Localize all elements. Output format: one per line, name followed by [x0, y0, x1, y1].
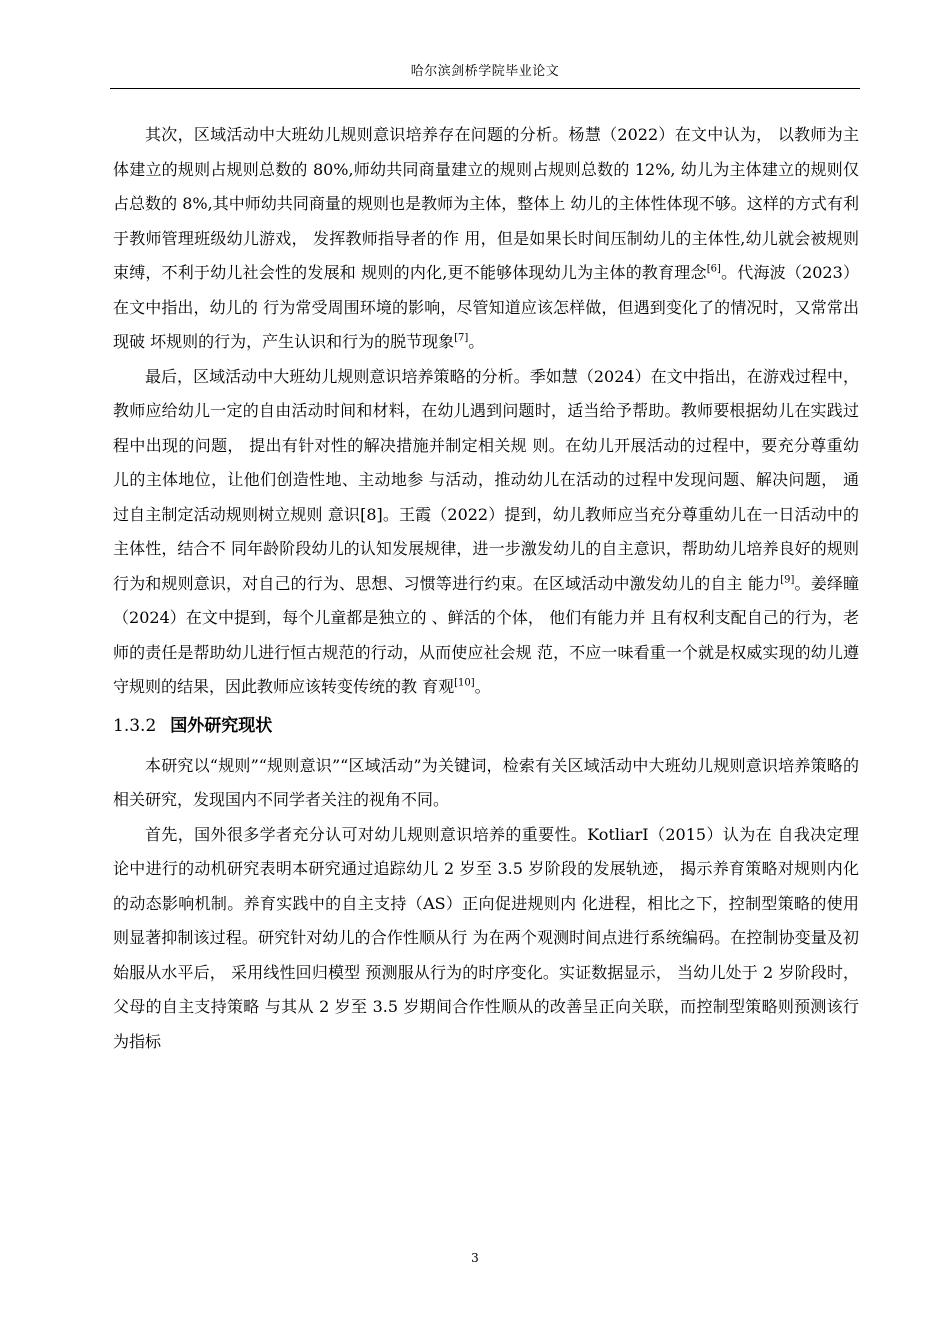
paragraph-problem-analysis [113, 118, 859, 360]
paragraph-text: 。 [474, 677, 491, 696]
body-content [113, 118, 859, 1059]
section-title: 国外研究现状 [170, 715, 273, 736]
citation: [7] [454, 332, 469, 344]
paragraph-text: 。代海波（2023）在文中指出，幼儿的 行为常受周围环境的影响，尽管知道应该怎样做，但遇到变化了的情况时，又常常出现破 坏规则的行为，产生认识和行为的脱节现象 [113, 263, 859, 351]
paragraph-text: 最后，区域活动中大班幼儿规则意识培养策略的分析。季如慧（2024）在文中指出，在游戏过程中，教师应给幼儿一定的自由活动时间和材料，在幼儿遇到问题时，适当给予帮助。教师要根据幼儿在实践过程中出现的问题， 提出有针对性的解决措施并制定相关规 则。在幼儿开展活动的过程中，要充分尊重幼儿的主体地位，让他们创造性地、主动地参 与活动，推动幼儿在活动的过程中发现问题、解决问题， 通过自主制定活动规则树立规则 意识[8]。王霞（2022）提到，幼儿教师应当充分尊重幼儿在一日活动中的主体性，结合不 同年龄阶段幼儿的认知发展规律，进一步激发幼儿的自主意识，帮助幼儿培养良好的规则 行为和规则意识，对自己的行为、思想、习惯等进行约束。在区域活动中激发幼儿的自主 能力 [113, 366, 859, 593]
citation: [9] [780, 574, 795, 586]
paragraph-text: 其次，区域活动中大班幼儿规则意识培养存在问题的分析。杨慧（2022）在文中认为， 以教师为主体建立的规则占规则总数的 80%,师幼共同商量建立的规则占规则总数的 12%, 幼儿为主体建立的规则仅占总数的 8%,其中师幼共同商量的规则也是教师为主体，整体上 幼儿的主体性体现不够。这样的方式有利于教师管理班级幼儿游戏， 发挥教师指导者的作 用，但是如果长时间压制幼儿的主体性,幼儿就会被规则束缚，不利于幼儿社会性的发展和 规则的内化,更不能够体现幼儿为主体的教育理念 [113, 125, 859, 282]
section-number: 1.3.2 [113, 715, 157, 736]
page-header: 哈尔滨剑桥学院毕业论文 [410, 64, 560, 79]
paragraph-strategy-analysis [113, 360, 859, 705]
citation: [6] [706, 263, 721, 275]
paragraph-foreign-research: 首先，国外很多学者充分认可对幼儿规则意识培养的重要性。KotliarI（2015）认为在 自我决定理论中进行的动机研究表明本研究通过追踪幼儿 2 岁至 3.5 岁阶段的发展轨迹， 揭示养育策略对规则内化的动态影响机制。养育实践中的自主支持（AS）正向促进规则内 化进程，相比之下，控制型策略的使用则显著抑制该过程。研究针对幼儿的合作性顺从行 为在两个观测时间点进行系统编码。在控制协变量及初始服从水平后， 采用线性回归模型 预测服从行为的时序变化。实证数据显示， 当幼儿处于 2 岁阶段时，父母的自主支持策略 与其从 2 岁至 3.5 岁期间合作性顺从的改善呈正向关联，而控制型策略则预测该行为指标 [113, 824, 859, 1051]
page-number: 3 [471, 1251, 479, 1265]
paragraph-text: 。姜绎瞳（2024）在文中提到，每个儿童都是独立的 、鲜活的个体， 他们有能力并 且有权利支配自己的行为，老师的责任是帮助幼儿进行恒古规范的行动，从而使应社会规 范，不应一味看重一个就是权威实现的幼儿遵守规则的结果，因此教师应该转变传统的教 育观 [113, 573, 859, 696]
section-heading [113, 709, 859, 743]
header-divider [110, 88, 860, 89]
paragraph-intro: 本研究以“规则”“规则意识”“区域活动”为关键词，检索有关区域活动中大班幼儿规则意识培养策略的相关研究，发现国内不同学者关注的视角不同。 [113, 755, 859, 809]
paragraph-text: 。 [468, 332, 485, 351]
citation: [10] [454, 677, 475, 689]
